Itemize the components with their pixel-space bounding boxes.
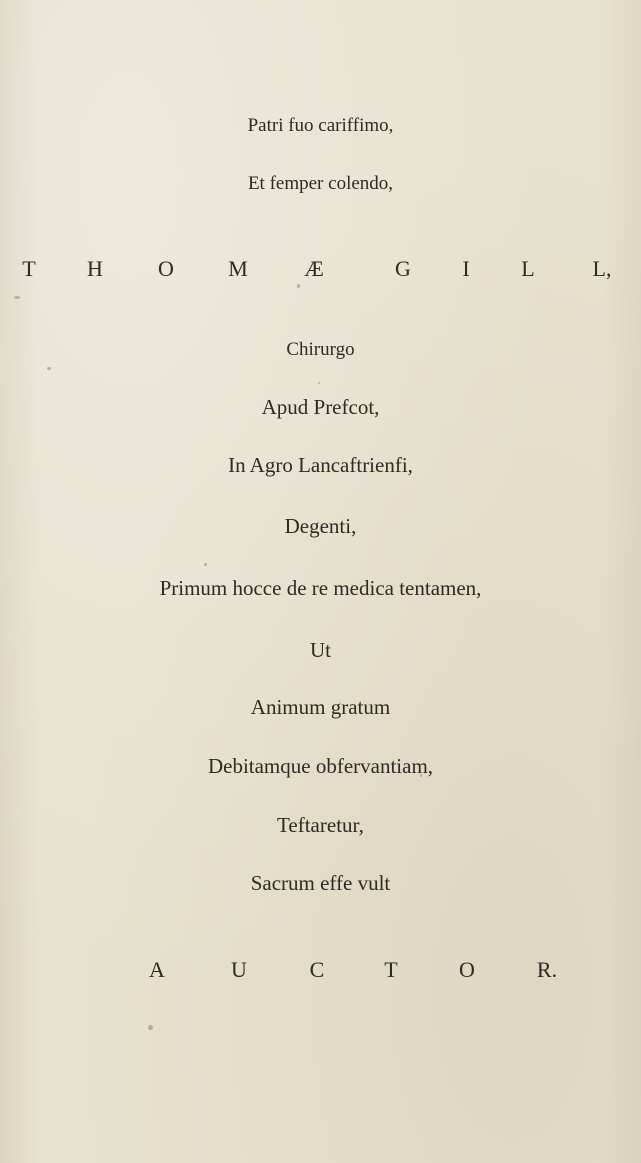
author-letter: C (309, 957, 325, 982)
dedication-line-primum: Primum hocce de re medica tentamen, (159, 576, 482, 600)
paper-speck (204, 563, 207, 566)
recipient-name (0, 258, 641, 288)
paper-speck (47, 367, 51, 370)
dedication-line-debitamque: Debitamque obfervantiam, (207, 754, 434, 778)
author-letter: T (384, 957, 398, 982)
paper-speck (148, 1025, 153, 1030)
recipient-name-letter: M (228, 256, 248, 281)
author-letter: U (231, 957, 247, 982)
paper-speck (14, 296, 20, 299)
dedication-line-in-agro: In Agro Lancaftrienfi, (228, 453, 413, 477)
paper-speck (420, 774, 422, 777)
recipient-name-letter: L (521, 256, 535, 281)
dedication-line-animum: Animum gratum (250, 695, 391, 719)
author-signature (0, 959, 641, 989)
dedication-line-apud: Apud Prefcot, (261, 395, 380, 419)
dedication-line-ut: Ut (310, 638, 331, 662)
recipient-name-letter: G (395, 256, 411, 281)
recipient-name-letter: L, (592, 256, 612, 281)
paper-speck (297, 284, 300, 288)
dedication-line-patri: Patri fuo cariffimo, (247, 115, 394, 136)
recipient-name-letter: I (462, 256, 470, 281)
dedication-line-degenti: Degenti, (284, 514, 357, 538)
author-letter: R. (536, 957, 558, 982)
dedication-line-chirurgo: Chirurgo (286, 339, 355, 360)
recipient-name-letter: T (22, 256, 36, 281)
author-letter: O (459, 957, 475, 982)
dedication-line-et-semper: Et femper colendo, (247, 173, 394, 194)
recipient-name-letter: O (158, 256, 174, 281)
author-letter: A (149, 957, 165, 982)
paper-speck (318, 382, 320, 384)
recipient-name-letter: Æ (304, 256, 324, 281)
dedication-line-teftaretur: Teftaretur, (277, 813, 364, 837)
dedication-line-sacrum: Sacrum effe vult (250, 871, 391, 895)
recipient-name-letter: H (87, 256, 103, 281)
